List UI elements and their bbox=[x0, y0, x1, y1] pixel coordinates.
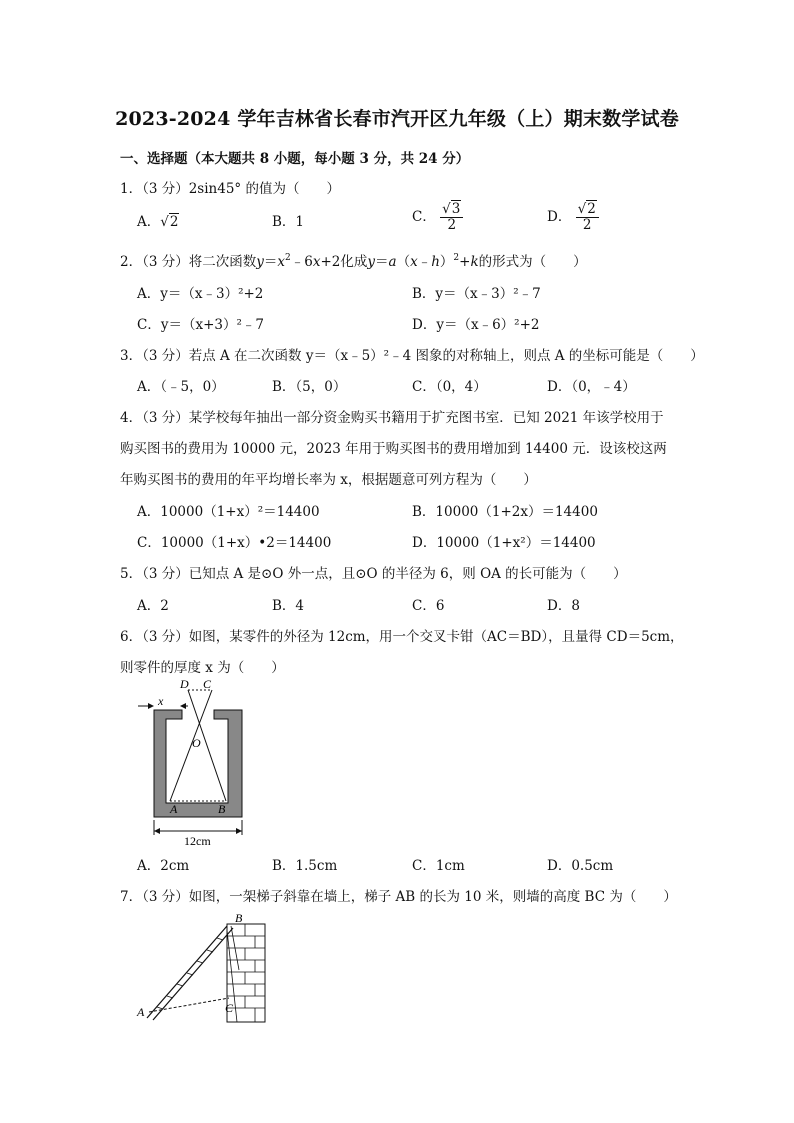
q1-option-c: C． $\frac{√3}{2}$ bbox=[412, 202, 463, 233]
page-title: 2023-2024 学年吉林省长春市汽开区九年级（上）期末数学试卷 bbox=[115, 108, 679, 130]
q6-option-c: C．1cm bbox=[412, 858, 465, 874]
question-7-stem: 7．（3 分）如图，一架梯子斜靠在墙上，梯子 AB 的长为 10 米，则墙的高度 BC 为（ ） bbox=[120, 889, 677, 905]
q4-option-b: B．10000（1+2x）＝14400 bbox=[412, 504, 598, 520]
question-6-line-1: 6．（3 分）如图，某零件的外径为 12cm，用一个交叉卡钳（AC＝BD），且量得 CD＝5cm， bbox=[120, 629, 684, 645]
label-C: C bbox=[225, 1001, 234, 1015]
q6-option-d: D．0.5cm bbox=[547, 858, 614, 874]
label-A: A bbox=[137, 1005, 145, 1019]
q1-option-b: B．1 bbox=[272, 214, 305, 230]
question-3-stem: 3．（3 分）若点 A 在二次函数 y＝（x﹣5）²﹣4 图象的对称轴上，则点 A 的坐标可能是（ ） bbox=[120, 348, 704, 364]
caliper-figure bbox=[130, 675, 260, 850]
label-O: O bbox=[192, 736, 201, 750]
label-B: B bbox=[218, 802, 226, 816]
label-C: C bbox=[203, 677, 212, 691]
q1-option-a: A．√2 bbox=[137, 214, 179, 230]
q2-option-c: C．y＝（x+3）²﹣7 bbox=[137, 317, 264, 333]
label-D: D bbox=[180, 677, 189, 691]
question-4-line-1: 4．（3 分）某学校每年抽出一部分资金购买书籍用于扩充图书室．已知 2021 年该学校用于 bbox=[120, 410, 664, 426]
q5-option-d: D．8 bbox=[547, 598, 580, 614]
q5-option-a: A．2 bbox=[137, 598, 169, 614]
q5-option-b: B．4 bbox=[272, 598, 305, 614]
q4-option-c: C．10000（1+x）•2＝14400 bbox=[137, 535, 332, 551]
q4-option-d: D．10000（1+x²）＝14400 bbox=[412, 535, 596, 551]
q3-option-d: D．（0，﹣4） bbox=[547, 379, 636, 395]
label-x: x bbox=[158, 694, 164, 708]
question-5-stem: 5．（3 分）已知点 A 是⊙O 外一点，且⊙O 的半径为 6，则 OA 的长可能为（ ） bbox=[120, 566, 627, 582]
q6-option-a: A．2cm bbox=[137, 858, 190, 874]
question-4-line-3: 年购买图书的费用的年平均增长率为 x，根据题意可列方程为（ ） bbox=[120, 472, 537, 488]
label-width: 12cm bbox=[184, 834, 211, 848]
q3-option-c: C．（0，4） bbox=[412, 379, 487, 395]
q3-option-a: A．（﹣5，0） bbox=[137, 379, 225, 395]
q4-option-a: A．10000（1+x）²＝14400 bbox=[137, 504, 320, 520]
label-B: B bbox=[235, 911, 243, 925]
q2-option-d: D．y＝（x﹣6）²+2 bbox=[412, 317, 540, 333]
question-6-line-2: 则零件的厚度 x 为（ ） bbox=[120, 660, 285, 676]
label-A: A bbox=[170, 802, 178, 816]
q5-option-c: C．6 bbox=[412, 598, 445, 614]
question-2-stem: 2．（3 分）将二次函数$y=x^2﹣6x+2$化成y＝a（x﹣h）$^2$+k的形式为（ ） bbox=[120, 253, 587, 270]
q2-option-b: B．y＝（x﹣3）²﹣7 bbox=[412, 286, 541, 302]
q2-option-a: A．y＝（x﹣3）²+2 bbox=[137, 286, 264, 302]
section-heading: 一、选择题（本大题共 8 小题，每小题 3 分，共 24 分） bbox=[120, 151, 470, 167]
question-1-stem: 1．（3 分）2sin45° 的值为（ ） bbox=[120, 181, 340, 197]
q3-option-b: B．（5，0） bbox=[272, 379, 347, 395]
ladder-figure bbox=[135, 910, 275, 1030]
q1-option-d: D． $\frac{√2}{2}$ bbox=[547, 202, 599, 233]
q6-option-b: B．1.5cm bbox=[272, 858, 338, 874]
question-4-line-2: 购买图书的费用为 10000 元，2023 年用于购买图书的费用增加到 14400 元．设该校这两 bbox=[120, 441, 667, 457]
